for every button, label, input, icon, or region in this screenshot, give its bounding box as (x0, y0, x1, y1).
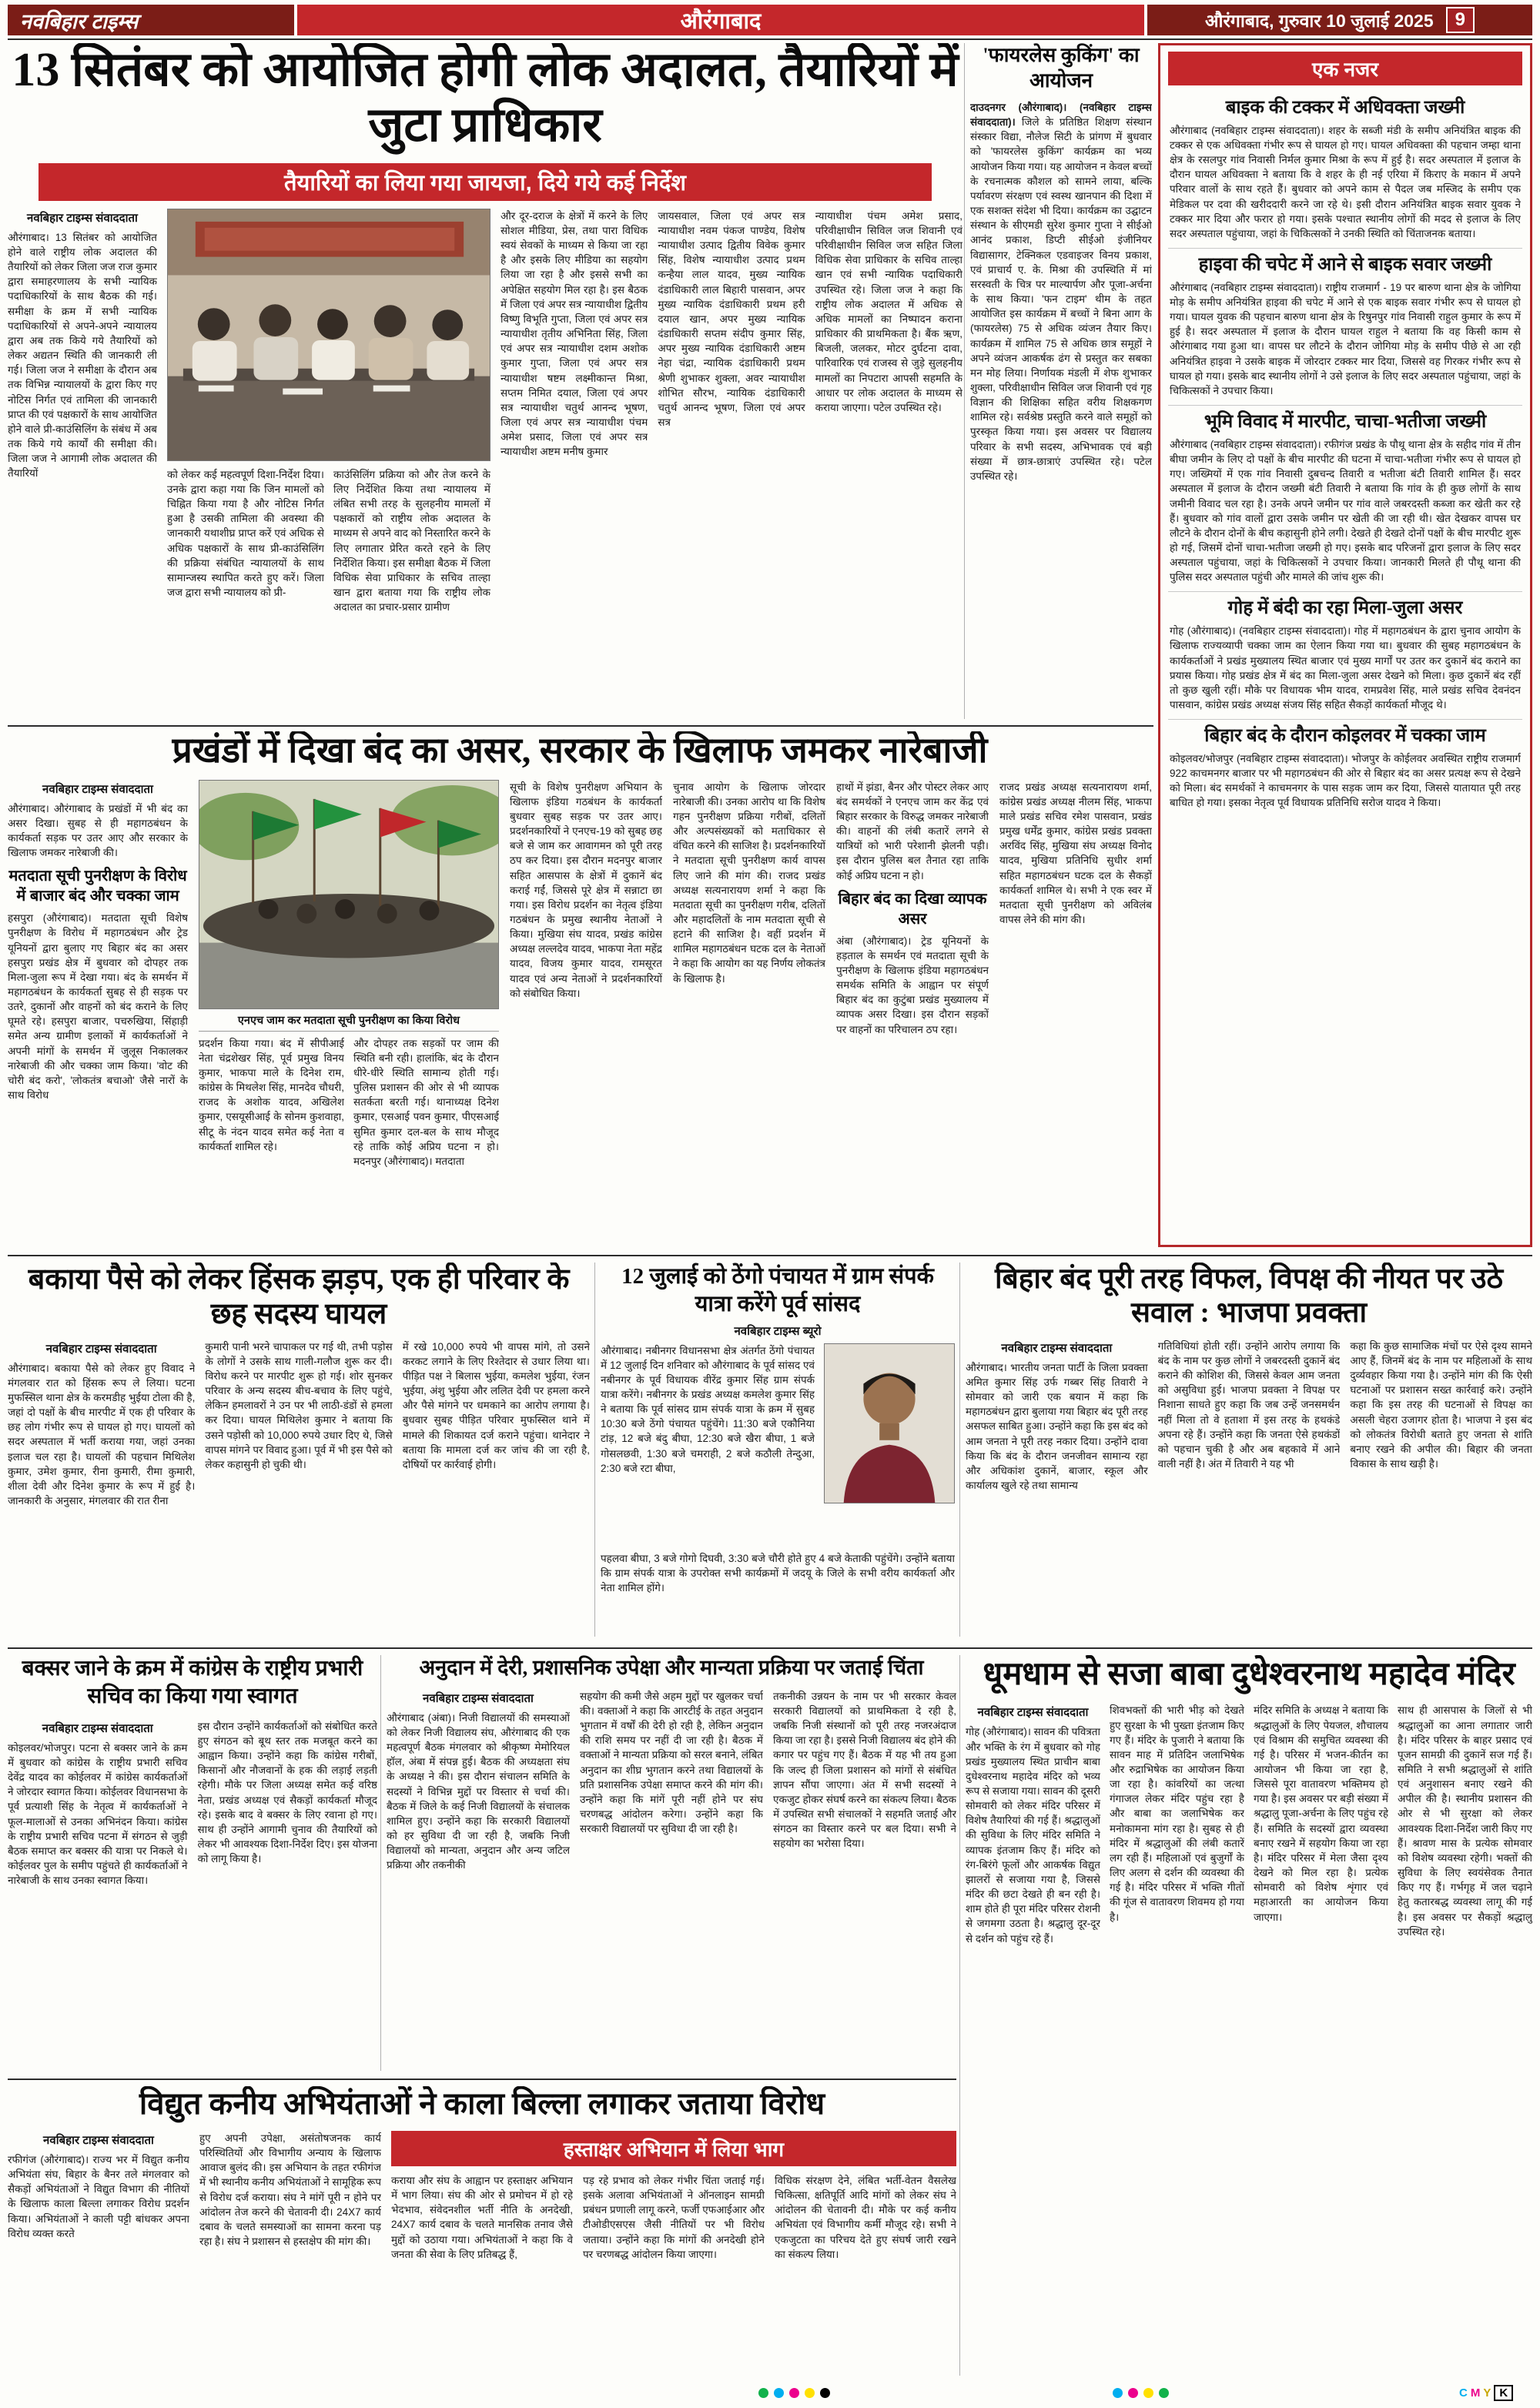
lead-headline: 13 सितंबर को आयोजित होगी लोक अदालत, तैयारियों में जुटा प्राधिकार (12, 44, 959, 152)
article-engineers-protest (8, 2086, 956, 2376)
temple-column-1 (966, 1703, 1100, 2319)
lead-subhead-strip: तैयारियों का लिया गया जायजा, दिये गये कई निर्देश (38, 163, 932, 201)
news-brief-5 (1168, 719, 1522, 817)
meeting-photo-illustration (168, 209, 490, 460)
registration-dot-magenta (789, 2388, 799, 2398)
article-lok-adalat (8, 43, 962, 721)
violence-column-1 (8, 1339, 195, 1632)
temple-headline: धूमधाम से सजा बाबा दुधेश्वरनाथ महादेव मंदिर (983, 1657, 1515, 1692)
fireless-agency: (नवबिहार टाइम्स संवाददाता)। (970, 102, 1152, 129)
protest-photo (199, 780, 499, 1009)
former-mp-portrait (824, 1343, 955, 1503)
schools-byline: नवबिहार टाइम्स संवाददाता (423, 1691, 534, 1705)
violence-body-1: औरंगाबाद। बकाया पैसे को लेकर हुए विवाद ने मंगलवार रात को हिंसक रूप ले लिया। घटना मुफस्सिल थाना क्षेत्र के करमडीह भुईया टोला की है, जहां दो पक्षों के बीच मारपीट में एक ही परिवार के छह लोग गंभीर रूप से घायल हो गए। घायलों को सदर अस्पताल में भर्ती कराया गया, जहां उनका इलाज चल रहा है। घायलों की पहचान मिथिलेश कुमार, उमेश कुमार, रीना कुमारी, रीमा कुमारी, शीला देवी और दिनेश कुमार के रूप में हुई है। जानकारी के अनुसार, मंगलवार की रात रीना (8, 1362, 196, 1507)
signature-body-1: कराया और संघ के आह्वान पर हस्ताक्षर अभियान में भाग लिया। संघ की ओर से प्रमोचन में हो रहे भेदभाव, संवेदनशील भर्ती नीति के अनदेखी, 24X7 कार्य दबाव के चलते मानसिक तनाव जैसे मुद्दों को उठाया गया। अभियंताओं ने कहा कि वे जनता की सेवा के लिए प्रतिबद्ध हैं, (391, 2175, 573, 2260)
section-divider (8, 2079, 956, 2080)
temple-body-4: साथ ही आसपास के जिलों से भी श्रद्धालुओं का आना लगातार जारी है। मंदिर परिसर के बाहर प्रसाद एवं पूजन सामग्री की दुकानें सज गई हैं। समिति ने सभी श्रद्धालुओं से शांति एवं अनुशासन बनाए रखने की अपील की है। स्थानीय प्रशासन की ओर से भी सुरक्षा को लेकर आवश्यक दिशा-निर्देश जारी किए गए हैं। श्रावण मास के प्रत्येक सोमवार को विशेष व्यवस्था रहेगी। भक्तों की सुविधा के लिए स्वयंसेवक तैनात किए गए हैं। गर्भगृह में जल चढ़ाने हेतु कतारबद्ध व्यवस्था लागू की गई है। इस अवसर पर सैकड़ों श्रद्धालु उपस्थित रहे। (1398, 1704, 1532, 1938)
bandh-below-photo-1: प्रदर्शन किया गया। बंद में सीपीआई नेता चंद्रशेखर सिंह, पूर्व प्रमुख विनय कुमार, भाकपा माले के दिनेश राम, कांग्रेस के मिथलेश सिंह, मानदेव चौधरी, राजद के अशोक यादव, अखिलेश कुमार, एसयूसीआई के सोनम कुशवाहा, सीटू के नंदन यादव समेत कई नेता व कार्यकर्ता शामिल रहे। (199, 1037, 344, 1152)
schools-body-3: तकनीकी उन्नयन के नाम पर भी सरकार केवल सरकारी विद्यालयों को प्राथमिकता दे रही है, जबकि निजी संस्थानों को पूरी तरह नजरअंदाज किया जा रहा है। इससे निजी विद्यालय बंद होने की कगार पर पहुंच गए हैं। बैठक में यह भी तय हुआ कि जल्द ही जिला प्रशासन को मांगों से संबंधित ज्ञापन सौंपा जाएगा। अंत में सभी सदस्यों ने एकजुट होकर संघर्ष करने का संकल्प लिया। बैठक में उपस्थित सभी संचालकों ने सहमति जताई और संगठन का विस्तार करने पर बल दिया। सभी ने सहयोग का भरोसा दिया। (773, 1690, 956, 1850)
bjp-headline: बिहार बंद पूरी तरह विफल, विपक्ष की नीयत पर उठे सवाल : भाजपा प्रवक्ता (994, 1263, 1503, 1329)
bandh-sub-body: हसपुरा (औरंगाबाद)। मतदाता सूची विशेष पुनरीक्षण के विरोध में महागठबंधन और ट्रेड यूनियनों द्वारा बुलाए गए बिहार बंद का असर हसपुरा प्रखंड क्षेत्र में बुधवार को दोपहर तक मिला-जुला रूप में देखा गया। बंद के समर्थन में महागठबंधन के कार्यकर्ता सुबह से ही सड़क पर उतरे, दुकानों और वाहनों को बंद कराने के लिए घूमते रहे। हसपुरा बाजार, पचरुखिया, सिंहाड़ी समेत अन्य ग्रामीण इलाकों में कार्यकर्ताओं ने अपनी मांगों के समर्थन में जुलूस निकालकर नारेबाजी की और चक्का जाम किया। 'वोट की चोरी बंद करो', 'लोकतंत्र बचाओ' जैसे नारों के साथ विरोध (8, 912, 188, 1102)
column-divider (964, 43, 965, 719)
yatra-byline: नवबिहार टाइम्स ब्यूरो (734, 1324, 822, 1338)
bandh-column-2: सूची के विशेष पुनरीक्षण अभियान के खिलाफ इंडिया गठबंधन के कार्यकर्ता बुधवार सुबह सड़क पर उतर आए। प्रदर्शनकारियों ने एनएच-19 को सुबह छह बजे से जाम कर आवागमन को पूरी तरह ठप कर दिया। इस दौरान मदनपुर बाजार सहित आसपास के क्षेत्रों में दुकानें बंद कराई गईं, जिससे पूरे क्षेत्र में सन्नाटा छा गया। इस विरोध प्रदर्शन का नेतृत्व इंडिया गठबंधन के प्रमुख स्थानीय नेताओं ने किया। मुखिया संघ यादव, प्रखंड कांग्रेस अध्यक्ष लल्लदेव यादव, भाकपा नेता महेंद्र यादव, विजय कुमार यादव, रामसूरत यादव एवं अन्य नेताओं ने प्रदर्शनकारियों को संबोधित किया। (510, 781, 662, 999)
registration-dots-right (1113, 2388, 1169, 2398)
brief-2-body: औरंगाबाद (नवबिहार टाइम्स संवाददाता)। राष्ट्रीय राजमार्ग - 19 पर बारुण थाना क्षेत्र के जोगिया मोड़ के समीप अनियंत्रित हाइवा की चपेट में आने से एक बाइक सवार गंभीर रूप से घायल हो गया। घायल युवक की पहचान बारुण थाना क्षेत्र के रिषुनपुर गांव निवासी राहुल कुमार के रूप में हुई है। सदर अस्पताल में इलाज के दौरान घायल राहुल ने बताया कि वह किसी काम से औरंगाबाद गया हुआ था। वापस घर लौटने के दौरान जोगिया मोड़ के समीप पीछे से आ रही अनियंत्रित हाइवा ने उसके बाइक में जोरदार टक्कर मार दिया, जिससे वह गिरकर गंभीर रूप से घायल हो गया। इसके बाद स्थानीय लोगों ने उसे इलाज के लिए सदर अस्पताल पहुंचाया, जहां के चिकित्सकों ने उपचार किया। (1170, 281, 1521, 396)
article-gram-sampark-yatra (601, 1263, 955, 1640)
registration-dot-cyan (1113, 2388, 1123, 2398)
masthead-divider (8, 38, 1532, 40)
paper-name: नवबिहार टाइम्स (8, 5, 294, 35)
cmyk-letter-y: Y (1483, 2386, 1491, 2400)
temple-body-2: शिवभक्तों की भारी भीड़ को देखते हुए सुरक्षा के भी पुख्ता इंतजाम किए गए हैं। मंदिर के पुजारी ने बताया कि सावन माह में प्रतिदिन जलाभिषेक और रुद्राभिषेक का आयोजन किया जा रहा है। कांवरियों का जत्था गंगाजल लेकर मंदिर पहुंच रहा है और बाबा का जलाभिषेक कर मनोकामना मांग रहा है। सुबह से ही मंदिर में श्रद्धालुओं की लंबी कतारें लग रही हैं। महिलाओं एवं बुजुर्गों के लिए अलग से दर्शन की व्यवस्था की गई है। मंदिर परिसर में भक्ति गीतों की गूंज से वातावरण शिवमय हो गया है। (1110, 1704, 1244, 1923)
article-payment-clash (8, 1263, 590, 1640)
bandh-headline: प्रखंडों में दिखा बंद का असर, सरकार के खिलाफ जमकर नारेबाजी (172, 731, 988, 770)
news-brief-3 (1168, 405, 1522, 591)
edition-name: औरंगाबाद (297, 5, 1144, 35)
brief-3-headline: भूमि विवाद में मारपीट, चाचा-भतीजा जख्मी (1204, 412, 1487, 433)
bandh-byline: नवबिहार टाइम्स संवाददाता (42, 782, 153, 796)
lead-body-col2: को लेकर कई महत्वपूर्ण दिशा-निर्देश दिया। उनके द्वारा कहा गया कि जिन मामलों को चिह्नित किया गया है और नोटिस निर्गत हुआ है उसकी तामिला की अवस्था की जानकारी यथाशीघ्र प्राप्त करें एवं अधिक से अधिक पक्षकारों के साथ प्री-काउंसिलिंग की प्रक्रिया संबंधित न्यायालयों के साथ सामान्जस्य स्थापित करते हुए करें। जिला जज द्वारा सभी न्यायालय को प्री- (167, 468, 324, 599)
registration-dot-yellow (1143, 2388, 1153, 2398)
bjp-byline: नवबिहार टाइम्स संवाददाता (1001, 1341, 1113, 1355)
lead-meeting-photo (167, 209, 490, 461)
lead-body-col4: और दूर-दराज के क्षेत्रों में करने के लिए सोशल मीडिया, प्रेस, तथा पारा विधिक स्वयं सेवकों के माध्यम से किया जा रहा है और इसके लिए मीडिया का सहयोग लिया जा रहा है और इससे सभी का अपेक्षित सहयोग मिल रहा है। इस बैठक में जिला एवं अपर सत्र न्यायाधीश द्वितीय विष्णु विभूति गुप्ता, जिला एवं अपर सत्र न्यायाधीश तृतीय अभिनिता सिंह, जिला एवं अपर सत्र न्यायाधीश दशम अशोक कुमार गुप्ता, जिला एवं अपर सत्र न्यायाधीश षष्टम लक्ष्मीकान्त मिश्रा, सप्तम निमित दयाल, जिला एवं अपर सत्र न्यायाधीश चतुर्थ आनन्द भूषण, जिला एवं अपर सत्र न्यायाधीश पंचम अमेश प्रसाद, जिला एवं अपर सत्र न्यायाधीश अष्टम मनीष कुमार (500, 209, 648, 458)
lead-photo-figure (167, 209, 490, 671)
fireless-dateline: दाउदनगर (औरंगाबाद)। (970, 102, 1067, 113)
article-bjp-statement (966, 1263, 1532, 1640)
bjp-column-1 (966, 1339, 1148, 1631)
yatra-body-below: पहलवा बीघा, 3 बजे गोगो दिघवी, 3:30 बजे चौरी होते हुए 4 बजे केताकी पहुंचेंगे। उन्होंने बताया कि ग्राम संपर्क यात्रा के उपरोक्त सभी कार्यक्रमों में जदयू के जिले के सभी वरीय कार्यकर्ता और नेता शामिल होंगे। (601, 1552, 955, 1594)
violence-body-2: कुमारी पानी भरने चापाकल पर गई थी, तभी पड़ोस के लोगों ने उसके साथ गाली-गलौज शुरू कर दी। विरोध करने पर मारपीट शुरू हो गई। शोर सुनकर परिवार के अन्य सदस्य बीच-बचाव के लिए पहुंचे, लेकिन हमलावरों ने उन पर भी लाठी-डंडों से हमला कर दिया। घायल मिथिलेश कुमार ने बताया कि उसने पड़ोसी को 10,000 रुपये उधार दिए थे, जिसे वापस मांगने पर विवाद हुआ। पूर्व में भी इस पैसे को लेकर कहासुनी हो चुकी थी। (205, 1340, 393, 1470)
brief-1-body: औरंगाबाद (नवबिहार टाइम्स संवाददाता)। शहर के सब्जी मंडी के समीप अनियंत्रित बाइक की टक्कर से एक अधिवक्ता गंभीर रूप से घायल हो गए। घायल अधिवक्ता की पहचान जम्हा थाना क्षेत्र के रसलपुर गांव निवासी निर्मल कुमार मिश्रा के रूप में हुई है। सदर अस्पताल में इलाज के दौरान घायल अधिवक्ता ने बताया कि वे शहर के ही नई एरिया में किराए के मकान में अपने परिवार वालों के साथ रहते हैं। बुधवार को अपने काम से पैदल जब मस्जिद के समीप एक मेडिकल पर दवा की खरीददारी करने जा रहे थे। इसी दौरान अनियंत्रित बाइक सवार युवक ने टक्कर मार दिया और फरार हो गया। इसके पश्चात स्थानीय लोगों की मदद से इलाज के लिए सदर अस्पताल पहुंचाया, जहां के चिकित्सकों ने उनकी स्थिति को चिंताजनक बताया। (1170, 124, 1521, 239)
cmyk-letter-k: K (1494, 2385, 1513, 2401)
brief-5-body: कोइलवर/भोजपुर (नवबिहार टाइम्स संवाददाता)। भोजपुर के कोईलवर अवस्थित राष्ट्रीय राजमार्ग 922 काचमनगर बाजार पर भी महागठबंधन की ओर से बिहार बंद का असर प्रत्यक्ष रूप से देखने को मिला। बंद समर्थकों ने काचमनगर के पास सड़क जाम कर दिया, जिससे यातायात पूरी तरह बाधित हो गया। इसका नेतृत्व पूर्व विधायक प्रतिनिधि सरोज यादव ने किया। (1170, 752, 1521, 809)
bandh-column-5: राजद प्रखंड अध्यक्ष सत्यनारायण शर्मा, कांग्रेस प्रखंड अध्यक्ष नीलम सिंह, भाकपा माले प्रखंड सचिव रमेश पासवान, प्रखंड प्रमुख धर्मेंद्र कुमार, कांग्रेस प्रखंड प्रवक्ता अरविंद सिंह, मुखिया संघ अध्यक्ष विनोद यादव, मुखिया प्रतिनिधि सुधीर शर्मा सहित महागठबंधन घटक दल के सैकड़ों कार्यकर्ता शामिल थे। सभी ने एक स्वर में मतदाता सूची पुनरीक्षण को अविलंब वापस लेने की मांग की। (999, 781, 1152, 925)
section-divider (8, 725, 1153, 727)
registration-dot-green (758, 2388, 768, 2398)
engineers-byline: नवबिहार टाइम्स संवाददाता (43, 2134, 154, 2147)
schools-headline: अनुदान में देरी, प्रशासनिक उपेक्षा और मान्यता प्रक्रिया पर जताई चिंता (419, 1656, 924, 1679)
schools-body-2: सहयोग की कमी जैसे अहम मुद्दों पर खुलकर चर्चा की। वक्ताओं ने कहा कि आरटीई के तहत अनुदान भुगतान में वर्षों की देरी हो रही है, लेकिन अनुदान की राशि समय पर नहीं दी जा रही है। बैठक में वक्ताओं ने मान्यता प्रक्रिया को सरल बनाने, लंबित अनुदान का शीघ्र भुगतान करने तथा विद्यालयों के प्रति प्रशासनिक उपेक्षा समाप्त करने की मांग की। उन्होंने कहा कि मांगें पूरी नहीं होने पर संघ चरणबद्ध आंदोलन करेगा। उन्होंने कहा कि सरकारी विद्यालयों पर सुविधा दी जा रही है। (580, 1690, 763, 1835)
engineers-body-1: रफीगंज (औरंगाबाद)। राज्य भर में विद्युत कनीय अभियंता संघ, बिहार के बैनर तले मंगलवार को सैकड़ों अभियंताओं ने विद्युत विभाग की नीतियों के खिलाफ काला बिल्ला लगाकर विरोध प्रदर्शन किया। अभियंताओं ने काली पट्टी बांधकर अपना विरोध व्यक्त करते (8, 2154, 189, 2239)
bandh-column-3: चुनाव आयोग के खिलाफ जोरदार नारेबाजी की। उनका आरोप था कि विशेष गहन पुनरीक्षण प्रक्रिया गरीबों, दलितों और अल्पसंख्यकों को मताधिकार से वंचित करने की साजिश है। प्रदर्शनकारियों ने मतदाता सूची पुनरीक्षण कार्य वापस लिए जाने की मांग की। राजद प्रखंड अध्यक्ष सत्यनारायण शर्मा ने कहा कि मतदाता सूची का पुनरीक्षण गरीब, दलितों और महादलितों के नाम मतदाता सूची से हटाने की साजिश है। वहीं प्रदर्शन में शामिल महागठबंधन घटक दल के नेताओं ने कहा कि आयोग का यह निर्णय लोकतंत्र के खिलाफ है। (673, 781, 825, 985)
registration-dots-center (758, 2388, 830, 2398)
lead-body-col1: औरंगाबाद। 13 सितंबर को आयोजित होने वाले राष्ट्रीय लोक अदालत की तैयारियों को लेकर जिला जज राज कुमार द्वारा समाहरणालय के सभी न्यायिक पदाधिकारियों के साथ बैठक की गई। समीक्षा के क्रम में सभी न्यायिक पदाधिकारियों से अपने-अपने न्यायालय द्वारा अब तक किये गये तैयारियों को लेकर अद्यतन स्थिति की जानकारी ली गई। जिला जज ने समीक्षा के दौरान अब तक विभिन्न न्यायालयों के द्वारा किए गए नोटिस निर्गत एवं तामिला की जानकारी प्राप्त की एवं पक्षकारों के साथ आयोजित होने वाले प्री-काउंसिलिंग के संबंध में अब तक किये गये कार्यों की समीक्षा की। जिला जज ने आगामी लोक अदालत की तैयारियों (8, 231, 157, 480)
masthead-date-block (1147, 5, 1532, 35)
lead-body-col3: काउंसिलिंग प्रक्रिया को और तेज करने के लिए निर्देशित किया तथा न्यायालय में लंबित सभी तरह के सुलहनीय मामलों में पक्षकारों को राष्ट्रीय लोक अदालत के माध्यम से अपने वाद को निस्तारित करने के लिए लगातार प्रेरित करते रहने के लिए निर्देशित किया। इस समीक्षा बैठक में जिला विधिक सेवा प्राधिकार के सचिव ताल्हा खान द्वारा बताया गया कि राष्ट्रीय लोक अदालत का प्रचार-प्रसार ग्रामीण (333, 468, 490, 614)
bjp-body-2: गतिविधियां होती रहीं। उन्होंने आरोप लगाया कि बंद के नाम पर कुछ लोगों ने जबरदस्ती दुकानें बंद कराने की कोशिश की, जिससे केवल आम जनता को असुविधा हुई। भाजपा प्रवक्ता ने विपक्ष पर निशाना साधते हुए कहा कि जब उन्हें जनसमर्थन नहीं मिला तो वे हताशा में इस तरह के हथकंडे अपना रहे हैं। उन्होंने कहा कि जनता ऐसे हथकंडों को पहचान चुकी है और अब बहकावे में आने वाली नहीं है। अंत में तिवारी ने यह भी (1157, 1339, 1341, 1470)
violence-headline: बकाया पैसे को लेकर हिंसक झड़प, एक ही परिवार के छह सदस्य घायल (28, 1263, 570, 1330)
temple-body-3: मंदिर समिति के अध्यक्ष ने बताया कि श्रद्धालुओं के लिए पेयजल, शौचालय एवं विश्राम की समुचित व्यवस्था की गई है। परिसर में भजन-कीर्तन का आयोजन भी किया जा रहा है, जिससे पूरा वातावरण भक्तिमय हो गया है। इस अवसर पर बड़ी संख्या में श्रद्धालु पूजा-अर्चना के लिए पहुंच रहे हैं। समिति के सदस्यों द्वारा व्यवस्था बनाए रखने में सहयोग किया जा रहा है। मंदिर परिसर में मेला जैसा दृश्य देखने को मिल रहा है। प्रत्येक सोमवारी को विशेष शृंगार एवं महाआरती का आयोजन किया जाएगा। (1254, 1704, 1388, 1923)
cmyk-letter-m: M (1470, 2386, 1481, 2400)
news-brief-4 (1168, 591, 1522, 719)
bandh-column-4-bottom: अंबा (औरंगाबाद)। ट्रेड यूनियनों के हड़ताल के समर्थन एवं मतदाता सूची के पुनरीक्षण के खिलाफ इंडिया महागठबंधन समर्थक समिति के आह्वान पर संपूर्ण बिहार बंद का कुटुंबा प्रखंड मुख्यालय में व्यापक असर दिखा। इस दौरान सड़कों पर वाहनों का परिचालन ठप रहा। (836, 935, 989, 1035)
column-divider (959, 1655, 960, 2376)
registration-dot-yellow (805, 2388, 815, 2398)
masthead (8, 5, 1532, 35)
lead-body-col6: न्यायाधीश पंचम अमेश प्रसाद, परिवीक्षाधीन सिविल जज शिवानी एवं परिवीक्षाधीन सिविल जज सहित जिला विधिक सेवा प्राधिकार के सचिव ताल्हा खान एवं सभी न्यायिक पदाधिकारी उपस्थित रहे। जिला जज ने कहा कि राष्ट्रीय लोक अदालत में अधिक से अधिक मामलों का निष्पादन कराना प्राधिकार की प्राथमिकता है। बैंक ऋण, बिजली, जलकर, मोटर दुर्घटना दावा, पारिवारिक एवं राजस्व से जुड़े सुलहनीय मामलों का निपटारा आपसी सहमति के आधार पर लोक अदालत के माध्यम से कराया जाएगा। पटेल उपस्थित रहे। (815, 209, 962, 413)
cmyk-letter-c: C (1459, 2386, 1468, 2400)
registration-dot-magenta (1128, 2388, 1138, 2398)
bandh-column-1 (8, 780, 188, 1236)
page-number: 9 (1446, 7, 1475, 33)
engineers-headline: विद्युत कनीय अभियंताओं ने काला बिल्ला लगाकर जताया विरोध (139, 2086, 825, 2121)
bandh-mid-headline: बिहार बंद का दिखा व्यापक असर (838, 890, 987, 928)
lead-byline: नवबिहार टाइम्स संवाददाता (27, 211, 138, 225)
article-private-schools (387, 1655, 956, 2074)
fireless-body (970, 100, 1152, 719)
brief-4-headline: गोह में बंदी का रहा मिला-जुला असर (1227, 598, 1463, 619)
portrait-illustration (825, 1344, 954, 1503)
fireless-headline: 'फायरलेस कुकिंग' का आयोजन (983, 44, 1140, 92)
registration-dot-cyan (774, 2388, 784, 2398)
article-bandh-effect (8, 731, 1152, 1246)
fireless-text: जिले के प्रतिष्ठित शिक्षण संस्थान संस्कार विद्या, नौलेज सिटी के प्रांगण में बुधवार को 'फायरलेस कुकिंग' कार्यक्रम का भव्य आयोजन किया गया। यह आयोजन न केवल बच्चों के रचनात्मक कौशल को सामने लाया, बल्कि पर्यावरण संरक्षण एवं स्वस्थ खानपान की दिशा में एक सशक्त संदेश भी दिया। कार्यक्रम का उद्घाटन संस्थान के सीएमडी सुरेश कुमार गुप्ता ने सीईओ आनंद प्रकाश, डिप्टी सीईओ इंजीनियर विद्यासागर, टेक्निकल एडवाइजर विनय प्रकाश, एवं प्राचार्य ए. के. मिश्रा की उपस्थिति में मां सरस्वती के चित्र पर माल्यार्पण और पूजा-अर्चना के साथ किया। 'फन टाइम' थीम के तहत आयोजित इस कार्यक्रम में बच्चों ने बिना आग के (फायरलेस) 75 से अधिक व्यंजन तैयार किए। कार्यक्रम में शामिल 75 से अधिक छात्र समूहों ने अपने व्यंजन आकर्षक ढंग से प्रस्तुत कर सबका मन मोह लिया। निर्णायक मंडली में शेफ शुभाकर शुक्ला, परिवीक्षाधीन सिविल जज शिवानी एवं गृह विज्ञान की शिक्षिका सहित वरीय शिक्षकगण शामिल रहे। सर्वश्रेष्ठ प्रस्तुति करने वाले समूहों को पुरस्कृत किया गया। इस अवसर पर विद्यालय परिवार के सभी सदस्य, अभिभावक एवं बड़ी संख्या में छात्र-छात्राएं उपस्थित रहे। पटेल उपस्थित रहे। (970, 116, 1152, 482)
signature-body-3: विधिक संरक्षण देने, लंबित भर्ती-वेतन वैसलेख चिकित्सा, क्षतिपूर्ति आदि मांगों को लेकर संघ ने आंदोलन की चेतावनी दी। मौके पर कई कनीय अभियंता एवं विभागीय कर्मी मौजूद रहे। सभी ने एकजुटता का परिचय देते हुए संघर्ष जारी रखने का संकल्प लिया। (775, 2175, 956, 2260)
column-divider (959, 1263, 960, 1637)
brief-2-headline: हाइवा की चपेट में आने से बाइक सवार जख्मी (1198, 255, 1492, 276)
masthead-date: औरंगाबाद, गुरुवार 10 जुलाई 2025 (1205, 11, 1434, 31)
ek-najar-title: एक नजर (1168, 52, 1522, 85)
bandh-below-photo-2: और दोपहर तक सड़कों पर जाम की स्थिति बनी रही। हालांकि, बंद के दौरान धीरे-धीरे स्थिति सामान्य होती गई। पुलिस प्रशासन की ओर से भी व्यापक सतर्कता बरती गई। थानाध्यक्ष दिनेश कुमार, एसआई पवन कुमार, पीएसआई सुमित कुमार दल-बल के साथ मौजूद रहे ताकि कोई अप्रिय घटना न हो। मदनपुर (औरंगाबाद)। मतदाता (353, 1037, 499, 1167)
bandh-column-4-top: हाथों में झंडा, बैनर और पोस्टर लेकर आए बंद समर्थकों ने एनएच जाम कर केंद्र एवं बिहार सरकार के विरुद्ध जमकर नारेबाजी की। वाहनों की लंबी कतारें लगने से यात्रियों को भारी परेशानी झेलनी पड़ी। इस दौरान पुलिस बल तैनात रहा ताकि कोई अप्रिय घटना न हो। (836, 781, 989, 881)
congress-column-1 (8, 1719, 188, 2027)
schools-column-1 (387, 1689, 570, 2037)
congress-body-2: इस दौरान उन्होंने कार्यकर्ताओं को संबोधित करते हुए संगठन को बूथ स्तर तक मजबूत करने का आह्वान किया। उन्होंने कहा कि कांग्रेस गरीबों, किसानों और नौजवानों के हक की लड़ाई लड़ती रहेगी। मौके पर जिला अध्यक्ष समेत कई वरिष्ठ नेता, प्रखंड अध्यक्ष एवं सैकड़ों कार्यकर्ता मौजूद रहे। इसके बाद वे बक्सर के लिए रवाना हो गए। साथ ही उन्होंने आगामी चुनाव की तैयारियों को लेकर भी आवश्यक दिशा-निर्देश दिए। इस योजना को लागू किया है। (197, 1720, 377, 1865)
article-congress-welcome (8, 1655, 377, 2074)
column-divider (380, 1655, 381, 2071)
bandh-sub-headline: मतदाता सूची पुनरीक्षण के विरोध में बाजार बंद और चक्का जाम (8, 868, 187, 905)
congress-byline: नवबिहार टाइम्स संवाददाता (42, 1721, 153, 1735)
brief-5-headline: बिहार बंद के दौरान कोइलवर में चक्का जाम (1204, 726, 1486, 747)
section-divider (8, 1255, 1532, 1256)
yatra-body-1: औरंगाबाद। नबीनगर विधानसभा क्षेत्र अंतर्गत ठेंगो पंचायत में 12 जुलाई दिन शनिवार को औरंगाबाद के पूर्व सांसद एवं नबीनगर के पूर्व विधायक वीरेंद्र कुमार सिंह ग्राम संपर्क यात्रा करेंगे। नबीनगर के प्रखंड अध्यक्ष कमलेश कुमार सिंह ने बताया कि पूर्व सांसद ग्राम संपर्क यात्रा के क्रम में सुबह 10:30 बजे ठेंगो पंचायत पहुंचेंगे। 11:30 बजे एकौनिया टांड़, 12 बजे बंदु बीघा, 12:30 बजे खैरा बीघा, 1 बजे गोसलछवी, 1:30 बजे चमराही, 2 बजे कठौली तेन्दुआ, 2:30 बजे रटा बीघा, (601, 1344, 815, 1474)
brief-1-headline: बाइक की टक्कर में अधिवक्ता जख्मी (1225, 98, 1465, 118)
temple-body-1: गोह (औरंगाबाद)। सावन की पवित्रता और भक्ति के रंग में बुधवार को गोह प्रखंड मुख्यालय स्थित प्राचीन बाबा दुधेश्वरनाथ महादेव मंदिर को भव्य रूप से सजाया गया। सावन की दूसरी सोमवारी को लेकर मंदिर परिसर में विशेष तैयारियां की गई हैं। श्रद्धालुओं की सुविधा के लिए मंदिर समिति ने व्यापक इंतजाम किए हैं। मंदिर को रंग-बिरंगे फूलों और आकर्षक विद्युत झालरों से सजाया गया है, जिससे मंदिर की छटा देखते ही बन रही है। शाम होते ही पूरा मंदिर परिसर रोशनी से जगमगा उठता है। श्रद्धालु दूर-दूर से दर्शन को पहुंच रहे हैं। (966, 1726, 1100, 1945)
news-brief-1 (1168, 92, 1522, 248)
registration-dot-green (1159, 2388, 1169, 2398)
yatra-photo-wrap (824, 1343, 955, 1545)
engineers-column-1 (8, 2131, 189, 2366)
bandh-column-4 (836, 780, 989, 1236)
registration-dot-black (820, 2388, 830, 2398)
violence-byline: नवबिहार टाइम्स संवाददाता (45, 1342, 157, 1356)
column-divider (594, 1263, 595, 1637)
news-brief-2 (1168, 248, 1522, 405)
brief-4-body: गोह (औरंगाबाद)। (नवबिहार टाइम्स संवाददाता)। गोह में महागठबंधन के द्वारा चुनाव आयोग के खिलाफ राज्यव्यापी चक्का जाम का ऐलान किया गया था। बुधवार की सुबह महागठबंधन के कार्यकर्ताओं ने प्रखंड मुख्यालय स्थित बाजार एवं मुख्य मार्गों पर उतर कर दुकानें बंद कराने का प्रयास किया। गोह प्रखंड क्षेत्र में बंद का मिला-जुला असर देखने को मिला। कुछ दुकानें बंद रहीं तो कुछ खुली रहीं। मौके पर विधायक भीम यादव, रामप्रवेश सिंह, माले प्रखंड सचिव देवनंदन पासवान, कांग्रेस प्रखंड अध्यक्ष संजय सिंह सहित सैकड़ों कार्यकर्ता मौजूद थे। (1170, 625, 1521, 711)
bjp-body-1: औरंगाबाद। भारतीय जनता पार्टी के जिला प्रवक्ता अमित कुमार सिंह उर्फ गब्बर सिंह तिवारी ने सोमवार को जारी एक बयान में कहा कि महागठबंधन द्वारा बुलाया गया बिहार बंद पूरी तरह असफल साबित हुआ। उन्होंने कहा कि इस बंद को आम जनता ने पूरी तरह नकार दिया। उन्होंने दावा किया कि बंद के दौरान जनजीवन सामान्य रहा और अधिकांश दुकानें, बाजार, स्कूल और कार्यालय खुले रहे तथा सामान्य (966, 1361, 1148, 1492)
bandh-intro: औरंगाबाद। औरंगाबाद के प्रखंडों में भी बंद का असर दिखा। सुबह से ही महागठबंधन के कार्यकर्ता सड़क पर उतर आए और सरकार के खिलाफ जमकर नारेबाजी की। (8, 802, 188, 859)
protest-photo-illustration (199, 781, 498, 1008)
lead-body-col5: जायसवाल, जिला एवं अपर सत्र न्यायाधीश नवम पंकज पाण्डेय, विशेष न्यायाधीश उत्पाद द्वितीय विवेक कुमार सिंह, विशेष न्यायाधीश उत्पाद प्रथम कन्हैया लाल यादव, मुख्य न्यायिक दंडाधिकारी लाल बिहारी पासवान, अपर मुख्य न्यायिक दंडाधिकारी प्रथम हरी दयाल खान, अपर मुख्य न्यायिक दंडाधिकारी सप्तम संदीप कुमार सिंह, अपर मुख्य न्यायिक दंडाधिकारी अष्टम नेहा चंद्रा, न्यायिक दंडाधिकारी प्रथम श्रेणी शुभाकर शुक्ला, अवर न्यायाधीश शोभित सौरभ, न्यायिक दंडाधिकारी चतुर्थ आनन्द भूषण, जिला एवं अपर सत्र (658, 209, 805, 428)
protest-photo-figure (199, 780, 499, 1236)
bjp-body-3: कहा कि कुछ सामाजिक मंचों पर ऐसे दृश्य सामने आए हैं, जिनमें बंद के नाम पर महिलाओं के साथ दुर्व्यवहार किया गया है। उन्होंने मांग की कि ऐसी घटनाओं पर प्रशासन सख्त कार्रवाई करे। उन्होंने कहा कि इस तरह की घटनाओं से विपक्ष का असली चेहरा उजागर होता है। भाजपा ने इस बंद को लोकतंत्र विरोधी बताते हुए जनता से शांति बनाए रखने की अपील की। बिहार की जनता विकास के साथ खड़ी है। (1350, 1339, 1532, 1470)
section-divider (8, 1647, 1532, 1649)
lead-column-1 (8, 209, 157, 671)
violence-body-3: में रखे 10,000 रुपये भी वापस मांगे, तो उसने करकट लगाने के लिए रिश्तेदार से उधार लिया था। पीड़ित पक्ष ने बिलास भुईया, कमलेश भुईया, रंजन भुईया, अंशु भुईया और ललित देवी पर हमला करने और पैसे मांगने पर धमकाने का आरोप लगाया है। बुधवार सुबह पीड़ित परिवार मुफस्सिल थाने में मामले की शिकायत दर्ज कराने पहुंचा। थानेदार ने बताया कि मामला दर्ज कर जांच की जा रही है, दोषियों पर कार्रवाई होगी। (402, 1340, 590, 1470)
brief-3-body: औरंगाबाद (नवबिहार टाइम्स संवाददाता)। रफीगंज प्रखंड के पौथू थाना क्षेत्र के सहीद गांव में तीन बीघा जमीन के लिए दो पक्षों के बीच मारपीट की घटना में चाचा-भतीजा गंभीर रूप से घायल हो गए। जख्मियों में एक गांव निवासी दुबचन्द तिवारी व भतीजा बंटी तिवारी शामिल हैं। सदर अस्पताल में इलाज के दौरान जख्मी बंटी तिवारी ने बताया कि गांव के ही कुछ लोगों के साथ जमीनी विवाद चल रहा है। उनके अपने जमीन पर गांव वाले जबरदस्ती कब्जा कर खेती कर रहे हैं। बुधवार को गांव वालों द्वारा उसके जमीन पर खेती की जा रही थी। खेत देखकर वापस घर लौटने के दौरान दोनों के बीच कहासुनी होने लगी। देखते ही देखते दोनों पक्षों के बीच मारपीट शुरू हो गई, जिसमें दोनों चाचा-भतीजा जख्मी हो गए। इसके बाद परिजनों द्वारा इलाज के लिए सदर अस्पताल पहुंचाया, जहां के चिकित्सकों ने उपचार किया। जानकारी मिलते ही पौथू थाना की पुलिस सदर अस्पताल पहुंची और मामले की जांच शुरू की। (1170, 438, 1521, 584)
cmyk-mark (1459, 2385, 1513, 2401)
signature-body-2: पड़ रहे प्रभाव को लेकर गंभीर चिंता जताई गई। इसके अलावा अभियंताओं ने ऑनलाइन सामग्री प्रबंधन प्रणाली लागू करने, फर्जी एफआईआर और टीओडीएसएस जैसी नीतियों पर भी विरोध जताया। उन्होंने कहा कि मांगों की अनदेखी होने पर चरणबद्ध आंदोलन किया जाएगा। (583, 2175, 765, 2260)
engineers-body-2: हुए अपनी उपेक्षा, असंतोषजनक कार्य परिस्थितियों और विभागीय अन्याय के खिलाफ आवाज बुलंद की। इस अभियान के तहत रफीगंज में भी स्थानीय कनीय अभियंताओं ने सामूहिक रूप से विरोध दर्ज कराया। संघ ने मांगें पूरी न होने पर आंदोलन तेज करने की चेतावनी दी। 24X7 कार्य दबाव के चलते समस्याओं का सामना करना पड़ रहा है। संघ ने प्रशासन से हस्तक्षेप की मांग की। (199, 2132, 381, 2248)
ek-najar-box (1158, 43, 1532, 1247)
article-temple-decoration (966, 1655, 1532, 2376)
article-fireless-cooking (970, 43, 1152, 719)
congress-body-1: कोइलवर/भोजपुर। पटना से बक्सर जाने के क्रम में बुधवार को कांग्रेस के राष्ट्रीय प्रभारी सचिव देवेंद्र यादव का कोईलवर में कांग्रेस कार्यकर्ताओं ने जोरदार स्वागत किया। कोईलवर विधानसभा के पूर्व प्रत्याशी सिंह के नेतृत्व में कार्यकर्ताओं ने फूल-मालाओं से उनका अभिनंदन किया। कांग्रेस के राष्ट्रीय प्रभारी सचिव पटना में संगठन से जुड़ी बैठक समाप्त कर बक्सर की यात्रा पर निकले थे। कोईलवर पुल के समीप पहुंचते ही कार्यकर्ताओं ने नारेबाजी के साथ उनका स्वागत किया। (8, 1741, 188, 1887)
yatra-headline: 12 जुलाई को ठेंगो पंचायत में ग्राम संपर्क यात्रा करेंगे पूर्व सांसद (621, 1264, 934, 1317)
protest-photo-caption: एनएच जाम कर मतदाता सूची पुनरीक्षण का किया विरोध (199, 1009, 499, 1032)
signature-campaign-block (391, 2131, 956, 2366)
congress-headline: बक्सर जाने के क्रम में कांग्रेस के राष्ट्रीय प्रभारी सचिव का किया गया स्वागत (22, 1657, 363, 1709)
signature-bar-headline: हस्ताक्षर अभियान में लिया भाग (391, 2131, 956, 2166)
schools-body-1: औरंगाबाद (अंबा)। निजी विद्यालयों की समस्याओं को लेकर निजी विद्यालय संघ, औरंगाबाद की एक महत्वपूर्ण बैठक मंगलवार को श्रीकृष्ण मेमोरियल हॉल, अंबा में संपन्न हुई। बैठक की अध्यक्षता संघ के अध्यक्ष ने की। इस दौरान संचालन समिति के सदस्यों ने विभिन्न मुद्दों पर विस्तार से चर्चा की। बैठक में जिले के कई निजी विद्यालयों के संचालक शामिल हुए। उन्होंने कहा कि सरकारी विद्यालयों को हर सुविधा दी जा रही है, जबकि निजी विद्यालयों को मान्यता, अनुदान और अन्य जटिल प्रक्रिया और तकनीकी (387, 1711, 570, 1871)
temple-byline: नवबिहार टाइम्स संवाददाता (977, 1706, 1089, 1720)
